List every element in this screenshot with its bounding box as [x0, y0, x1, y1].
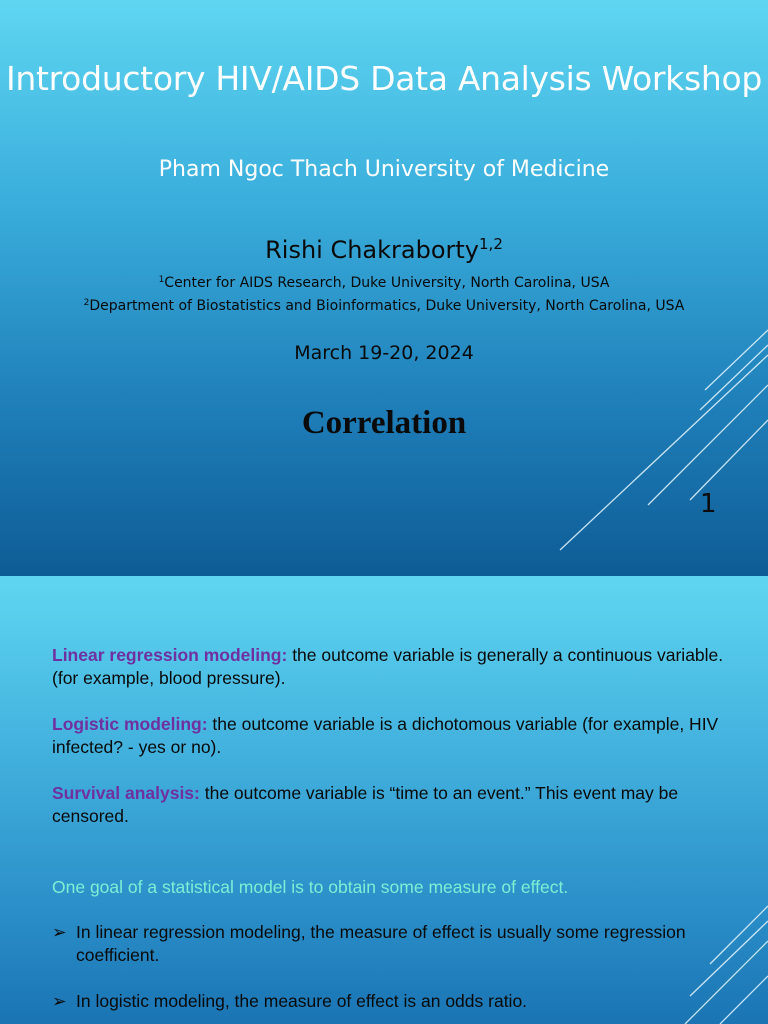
author-name: Rishi Chakraborty	[265, 236, 480, 264]
paragraph-text: the outcome variable is a dichotomous variable (for example, HIV infected? - yes or no).	[52, 714, 719, 757]
affiliation-marker: 1	[158, 275, 165, 285]
affiliation-1	[0, 270, 768, 293]
paragraph-logistic	[52, 713, 732, 759]
workshop-date: March 19-20, 2024	[294, 342, 474, 364]
author-superscript: 1,2	[479, 235, 503, 253]
term-label: Linear regression modeling:	[52, 645, 288, 665]
presentation-title: Introductory HIV/AIDS Data Analysis Workshop	[5, 59, 763, 98]
paragraph-survival	[52, 782, 732, 828]
topic-title: Correlation	[301, 405, 467, 441]
arrow-bullet-icon: ➢	[52, 991, 67, 1011]
affiliation-marker: 2	[83, 298, 90, 308]
affiliation-text: Department of Biostatistics and Bioinformatics, Duke University, North Carolina, USA	[89, 298, 685, 314]
arrow-bullet-icon: ➢	[52, 922, 67, 942]
bullet-text: In logistic modeling, the measure of effect is an odds ratio.	[76, 991, 528, 1011]
term-label: Survival analysis:	[52, 783, 200, 803]
paragraph-linear-regression	[52, 644, 732, 690]
content-slide	[0, 576, 768, 1024]
bullet-item	[52, 921, 732, 967]
affiliation-2	[0, 293, 768, 316]
author-line	[0, 228, 768, 266]
paragraph-text: the outcome variable is generally a continuous variable. (for example, blood pressure).	[52, 645, 724, 688]
affiliation-text: Center for AIDS Research, Duke University, North Carolina, USA	[164, 275, 610, 291]
presentation-subtitle: Pham Ngoc Thach University of Medicine	[158, 157, 610, 182]
page-number: 1	[700, 489, 717, 519]
term-label: Logistic modeling:	[52, 714, 208, 734]
bullet-item	[52, 990, 732, 1013]
goal-statement: One goal of a statistical model is to obtain some measure of effect.	[52, 877, 569, 897]
bullet-text: In linear regression modeling, the measure of effect is usually some regression coefficient.	[76, 922, 686, 965]
paragraph-text: the outcome variable is “time to an event.” This event may be censored.	[52, 783, 679, 826]
